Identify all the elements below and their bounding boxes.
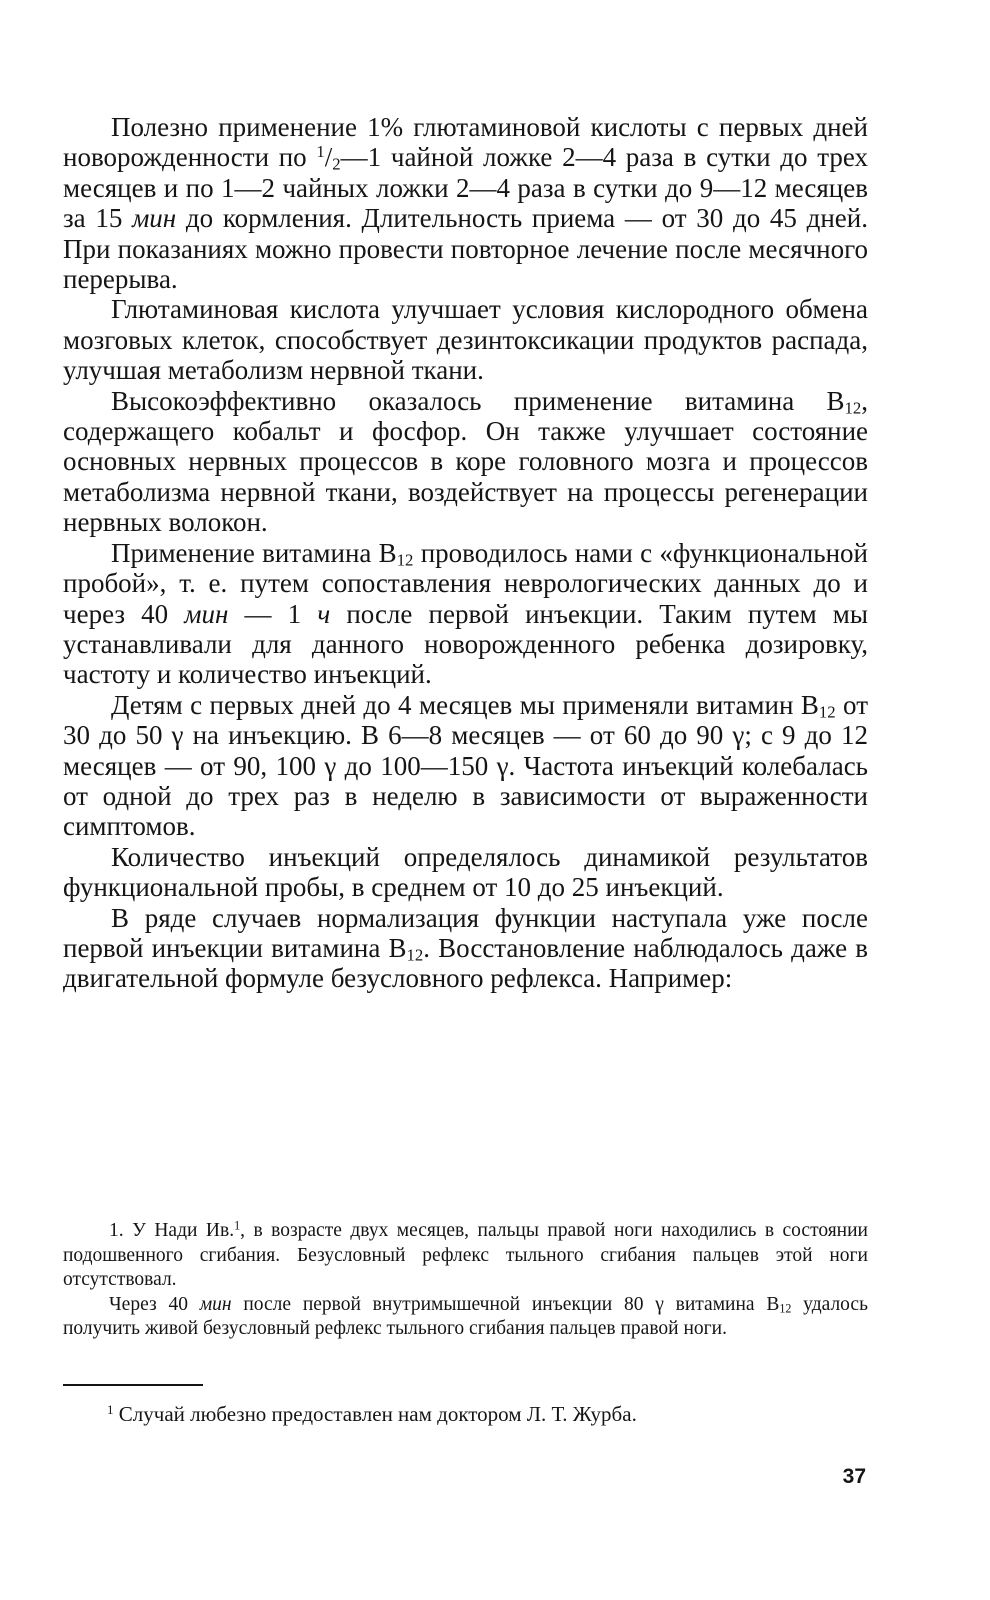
paragraph: Полезно применение 1% глютаминовой кислоты с первых дней новорожденности по $^1/_2—1$ чайной ложке 2—4 раза в сутки до трех месяцев и по 1—2 чайных ложки 2—4 раза в сутки до 9—12 месяцев за 15 мин до кормления. Длительность приема — от 30 до 45 дней. При показаниях можно провести повторное лечение после месячного перерыва. — [63, 112, 868, 295]
main-text — [63, 112, 868, 994]
supscript: 1 — [234, 1218, 241, 1233]
supscript: 1 — [316, 142, 325, 162]
paragraph: В ряде случаев нормализация функции наступала уже после первой инъекции витамина $B_{12}$. Восстановление наблюдалось даже в двигательной формуле безусловного рефлекса. Например: — [63, 902, 868, 994]
case-description — [63, 1219, 868, 1342]
case-paragraph: Через 40 мин после первой внутримышечной инъекции 80 γ витамина $B_{12}$ удалось получить живой безусловный рефлекс тыльного сгибания пальцев правой ноги. — [63, 1293, 868, 1340]
case-paragraph: 1. У Нади Ив.$^1$, в возрасте двух месяцев, пальцы правой ноги находились в состоянии подошвенного сгибания. Безусловный рефлекс тыльного сгибания пальцев этой ноги отсутствовал. — [63, 1218, 868, 1291]
page-number: 37 — [842, 1465, 866, 1488]
italic-unit: мин — [132, 203, 177, 234]
subscript: 12 — [818, 702, 836, 722]
subscript: 12 — [779, 1301, 792, 1316]
paragraph: Высокоэффективно оказалось применение витамина $B_{12}$, содержащего кобальт и фосфор. Он также улучшает состояние основных нервных процессов в коре головного мозга и процессов метаболизма нервной ткани, воздействует на процессы регенерации нервных волокон. — [63, 385, 868, 538]
italic-unit: ч — [317, 598, 331, 629]
footnote-divider — [63, 1384, 203, 1386]
paragraph: Глютаминовая кислота улучшает условия кислородного обмена мозговых клеток, способствует дезинтоксикации продуктов распада, улучшая метаболизм нервной ткани. — [63, 294, 868, 386]
subscript: 12 — [844, 398, 862, 417]
paragraph: Применение витамина $B_{12}$ проводилось нами с «функциональной пробой», т. е. путем сопоставления неврологических данных до и через 40 мин — 1 ч после первой инъекции. Таким путем мы устанавливали для данного новорожденного ребенка дозировку, частоту и количество инъекций. — [63, 537, 869, 690]
italic-unit: мин — [184, 598, 229, 629]
subscript: 12 — [396, 550, 414, 570]
italic-unit: мин — [199, 1293, 232, 1315]
paragraph: Количество инъекций определялось динамикой результатов функциональной пробы, в среднем от 10 до 25 инъекций. — [63, 841, 868, 903]
subscript: 12 — [406, 945, 424, 965]
paragraph: Детям с первых дней до 4 месяцев мы применяли витамин $B_{12}$ от 30 до 50 γ на инъекцию. В 6—8 месяцев — от 60 до 90 γ; с 9 до 12 месяцев — от 90, 100 γ до 100—150 γ. Частота инъекций колебалась от одной до трех раз в неделю в зависимости от выраженности симптомов. — [63, 689, 868, 842]
footnote: $^1$ Случай любезно предоставлен нам доктором Л. Т. Журба. — [107, 1401, 637, 1426]
supscript: 1 — [107, 1401, 114, 1417]
subscript: 2 — [332, 154, 341, 174]
